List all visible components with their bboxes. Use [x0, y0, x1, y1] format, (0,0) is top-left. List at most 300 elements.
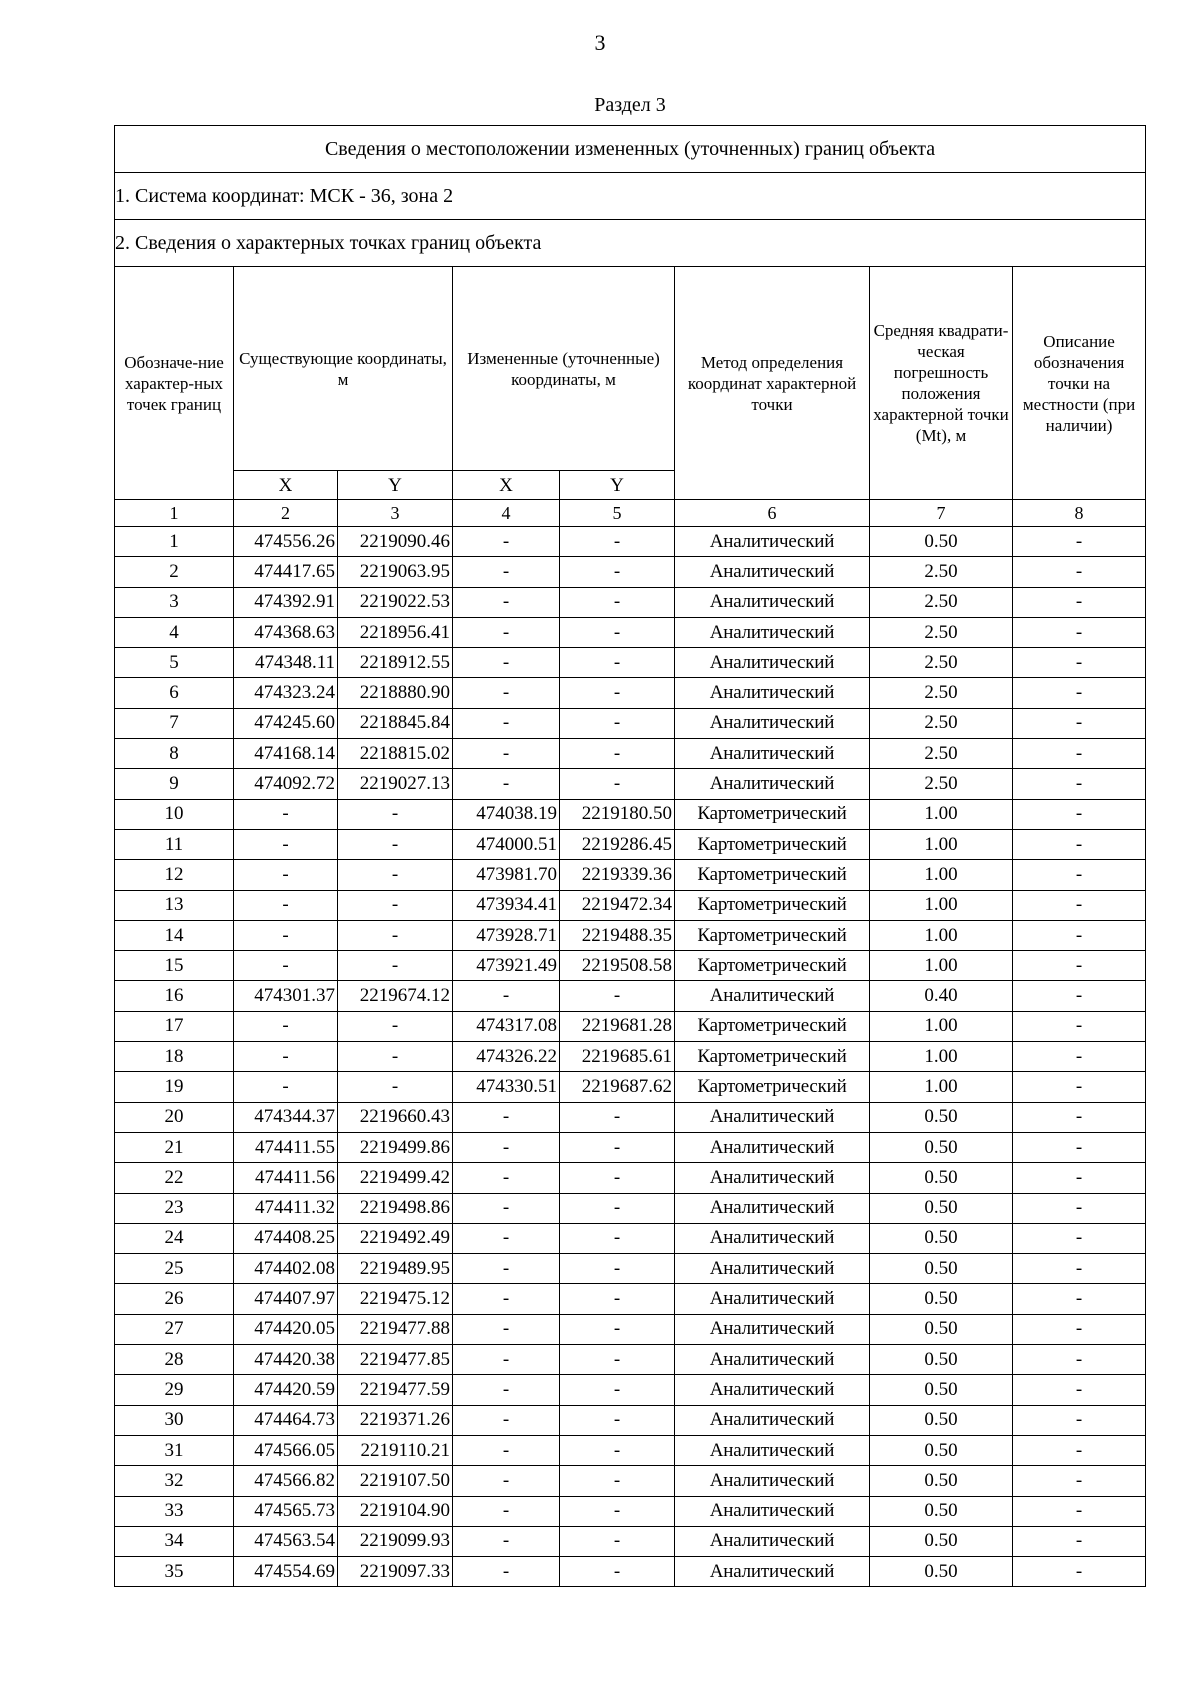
table-row — [115, 769, 1146, 799]
changed-x-cell: 473921.49 — [453, 951, 560, 981]
method-cell: Аналитический — [675, 1163, 870, 1193]
column-number: 4 — [453, 500, 560, 527]
point-number-cell: 16 — [115, 981, 234, 1011]
changed-y-cell: - — [560, 1102, 675, 1132]
column-number: 1 — [115, 500, 234, 527]
method-cell: Аналитический — [675, 1375, 870, 1405]
existing-y-cell: 2218912.55 — [338, 648, 453, 678]
existing-y-cell: 2219090.46 — [338, 527, 453, 557]
description-cell: - — [1013, 1193, 1146, 1223]
existing-y-cell: - — [338, 920, 453, 950]
changed-y-cell: - — [560, 1375, 675, 1405]
description-cell: - — [1013, 1132, 1146, 1162]
changed-x-cell: 474038.19 — [453, 799, 560, 829]
changed-x-cell: - — [453, 1223, 560, 1253]
error-cell: 1.00 — [870, 1042, 1013, 1072]
table-row — [115, 1163, 1146, 1193]
description-cell: - — [1013, 617, 1146, 647]
changed-y-cell: 2219339.36 — [560, 860, 675, 890]
changed-x-cell: - — [453, 1284, 560, 1314]
table-row — [115, 981, 1146, 1011]
column-number: 5 — [560, 500, 675, 527]
existing-x-cell: 474411.56 — [234, 1163, 338, 1193]
existing-x-cell: 474245.60 — [234, 708, 338, 738]
existing-x-cell: 474392.91 — [234, 587, 338, 617]
point-number-cell: 27 — [115, 1314, 234, 1344]
error-cell: 2.50 — [870, 648, 1013, 678]
table-row — [115, 1102, 1146, 1132]
error-cell: 1.00 — [870, 1011, 1013, 1041]
description-cell: - — [1013, 1314, 1146, 1344]
method-cell: Аналитический — [675, 1314, 870, 1344]
existing-x-cell: 474420.05 — [234, 1314, 338, 1344]
method-cell: Аналитический — [675, 648, 870, 678]
point-number-cell: 26 — [115, 1284, 234, 1314]
method-cell: Картометрический — [675, 829, 870, 859]
description-cell: - — [1013, 527, 1146, 557]
existing-x-cell: 474420.59 — [234, 1375, 338, 1405]
header-point: Обозначе-ние характер-ных точек границ — [115, 267, 234, 500]
existing-x-cell: 474323.24 — [234, 678, 338, 708]
point-number-cell: 33 — [115, 1496, 234, 1526]
description-cell: - — [1013, 739, 1146, 769]
existing-x-cell: - — [234, 860, 338, 890]
method-cell: Картометрический — [675, 799, 870, 829]
error-cell: 0.50 — [870, 1405, 1013, 1435]
table-row — [115, 1405, 1146, 1435]
changed-x-cell: 473934.41 — [453, 890, 560, 920]
table-row — [115, 1345, 1146, 1375]
existing-y-cell: 2218956.41 — [338, 617, 453, 647]
description-cell: - — [1013, 920, 1146, 950]
table-row — [115, 860, 1146, 890]
error-cell: 0.50 — [870, 1375, 1013, 1405]
point-number-cell: 4 — [115, 617, 234, 647]
table-row — [115, 1254, 1146, 1284]
existing-y-cell: - — [338, 860, 453, 890]
error-cell: 1.00 — [870, 1072, 1013, 1102]
existing-y-cell: - — [338, 1072, 453, 1102]
point-number-cell: 32 — [115, 1466, 234, 1496]
method-cell: Аналитический — [675, 587, 870, 617]
point-number-cell: 5 — [115, 648, 234, 678]
point-number-cell: 6 — [115, 678, 234, 708]
table-row — [115, 951, 1146, 981]
changed-y-cell: - — [560, 1223, 675, 1253]
changed-y-cell: - — [560, 739, 675, 769]
point-number-cell: 34 — [115, 1526, 234, 1556]
changed-x-cell: - — [453, 1375, 560, 1405]
changed-x-cell: - — [453, 1496, 560, 1526]
method-cell: Аналитический — [675, 1466, 870, 1496]
error-cell: 1.00 — [870, 829, 1013, 859]
method-cell: Аналитический — [675, 1102, 870, 1132]
description-cell: - — [1013, 1557, 1146, 1587]
changed-y-cell: - — [560, 1345, 675, 1375]
method-cell: Картометрический — [675, 1072, 870, 1102]
error-cell: 0.50 — [870, 1193, 1013, 1223]
method-cell: Аналитический — [675, 1284, 870, 1314]
method-cell: Аналитический — [675, 678, 870, 708]
table-row — [115, 1526, 1146, 1556]
method-cell: Аналитический — [675, 1254, 870, 1284]
changed-y-cell: 2219681.28 — [560, 1011, 675, 1041]
existing-y-cell: - — [338, 1011, 453, 1041]
existing-x-cell: 474301.37 — [234, 981, 338, 1011]
header-existing-x: X — [234, 471, 338, 500]
table-row — [115, 1042, 1146, 1072]
changed-x-cell: - — [453, 587, 560, 617]
existing-x-cell: 474566.05 — [234, 1435, 338, 1465]
changed-x-cell: 474326.22 — [453, 1042, 560, 1072]
changed-x-cell: 474330.51 — [453, 1072, 560, 1102]
changed-y-cell: - — [560, 1557, 675, 1587]
point-number-cell: 17 — [115, 1011, 234, 1041]
error-cell: 1.00 — [870, 920, 1013, 950]
changed-x-cell: - — [453, 1193, 560, 1223]
error-cell: 0.50 — [870, 1284, 1013, 1314]
existing-x-cell: - — [234, 1042, 338, 1072]
point-number-cell: 28 — [115, 1345, 234, 1375]
method-cell: Аналитический — [675, 1132, 870, 1162]
existing-y-cell: 2219498.86 — [338, 1193, 453, 1223]
description-cell: - — [1013, 860, 1146, 890]
existing-x-cell: 474554.69 — [234, 1557, 338, 1587]
description-cell: - — [1013, 1435, 1146, 1465]
changed-x-cell: - — [453, 648, 560, 678]
changed-y-cell: - — [560, 557, 675, 587]
description-cell: - — [1013, 1072, 1146, 1102]
column-number: 6 — [675, 500, 870, 527]
existing-y-cell: 2219022.53 — [338, 587, 453, 617]
changed-y-cell: - — [560, 587, 675, 617]
description-cell: - — [1013, 951, 1146, 981]
existing-y-cell: 2219371.26 — [338, 1405, 453, 1435]
point-number-cell: 10 — [115, 799, 234, 829]
point-number-cell: 8 — [115, 739, 234, 769]
table-row — [115, 587, 1146, 617]
changed-x-cell: - — [453, 1466, 560, 1496]
changed-y-cell: 2219687.62 — [560, 1072, 675, 1102]
description-cell: - — [1013, 1102, 1146, 1132]
point-number-cell: 29 — [115, 1375, 234, 1405]
table-row — [115, 1314, 1146, 1344]
table-row — [115, 829, 1146, 859]
changed-x-cell: - — [453, 739, 560, 769]
table-row — [115, 1223, 1146, 1253]
existing-y-cell: 2219099.93 — [338, 1526, 453, 1556]
changed-x-cell: - — [453, 1163, 560, 1193]
changed-y-cell: - — [560, 1496, 675, 1526]
table-row — [115, 799, 1146, 829]
point-number-cell: 25 — [115, 1254, 234, 1284]
header-existing-y: Y — [338, 471, 453, 500]
changed-y-cell: - — [560, 617, 675, 647]
column-number-row — [115, 500, 1146, 527]
existing-x-cell: 474556.26 — [234, 527, 338, 557]
existing-x-cell: - — [234, 1072, 338, 1102]
point-number-cell: 23 — [115, 1193, 234, 1223]
changed-y-cell: 2219488.35 — [560, 920, 675, 950]
point-number-cell: 14 — [115, 920, 234, 950]
method-cell: Аналитический — [675, 1557, 870, 1587]
point-number-cell: 35 — [115, 1557, 234, 1587]
point-number-cell: 11 — [115, 829, 234, 859]
existing-x-cell: 474407.97 — [234, 1284, 338, 1314]
existing-x-cell: 474092.72 — [234, 769, 338, 799]
method-cell: Картометрический — [675, 1011, 870, 1041]
changed-x-cell: - — [453, 769, 560, 799]
table-row — [115, 1496, 1146, 1526]
description-cell: - — [1013, 769, 1146, 799]
point-number-cell: 13 — [115, 890, 234, 920]
error-cell: 2.50 — [870, 739, 1013, 769]
existing-y-cell: 2219107.50 — [338, 1466, 453, 1496]
header-changed-x: X — [453, 471, 560, 500]
point-number-cell: 1 — [115, 527, 234, 557]
existing-x-cell: 474344.37 — [234, 1102, 338, 1132]
method-cell: Аналитический — [675, 1405, 870, 1435]
existing-x-cell: 474411.55 — [234, 1132, 338, 1162]
existing-y-cell: 2219027.13 — [338, 769, 453, 799]
column-number: 2 — [234, 500, 338, 527]
existing-x-cell: - — [234, 920, 338, 950]
existing-y-cell: 2219674.12 — [338, 981, 453, 1011]
changed-y-cell: 2219472.34 — [560, 890, 675, 920]
point-number-cell: 12 — [115, 860, 234, 890]
existing-y-cell: 2219097.33 — [338, 1557, 453, 1587]
error-cell: 0.50 — [870, 527, 1013, 557]
error-cell: 2.50 — [870, 769, 1013, 799]
method-cell: Картометрический — [675, 1042, 870, 1072]
existing-x-cell: - — [234, 890, 338, 920]
error-cell: 0.50 — [870, 1163, 1013, 1193]
existing-x-cell: 474408.25 — [234, 1223, 338, 1253]
existing-x-cell: 474566.82 — [234, 1466, 338, 1496]
header-existing-coords: Существующие координаты, м — [234, 267, 453, 471]
changed-y-cell: - — [560, 1193, 675, 1223]
changed-y-cell: - — [560, 1526, 675, 1556]
error-cell: 2.50 — [870, 678, 1013, 708]
error-cell: 0.50 — [870, 1254, 1013, 1284]
existing-x-cell: 474464.73 — [234, 1405, 338, 1435]
error-cell: 0.50 — [870, 1526, 1013, 1556]
description-cell: - — [1013, 1163, 1146, 1193]
table-row — [115, 648, 1146, 678]
method-cell: Аналитический — [675, 1435, 870, 1465]
changed-x-cell: - — [453, 1435, 560, 1465]
point-number-cell: 24 — [115, 1223, 234, 1253]
method-cell: Аналитический — [675, 981, 870, 1011]
table-row — [115, 1284, 1146, 1314]
existing-y-cell: 2219499.42 — [338, 1163, 453, 1193]
method-cell: Аналитический — [675, 769, 870, 799]
description-cell: - — [1013, 1223, 1146, 1253]
header-description: Описание обозначения точки на местности (при наличии) — [1013, 267, 1146, 500]
existing-y-cell: 2219104.90 — [338, 1496, 453, 1526]
changed-y-cell: - — [560, 1254, 675, 1284]
description-cell: - — [1013, 557, 1146, 587]
description-cell: - — [1013, 1375, 1146, 1405]
point-number-cell: 22 — [115, 1163, 234, 1193]
table-row — [115, 557, 1146, 587]
changed-x-cell: - — [453, 557, 560, 587]
page-number: 3 — [594, 30, 606, 55]
points-heading: 2. Сведения о характерных точках границ объекта — [115, 220, 1146, 267]
changed-x-cell: - — [453, 527, 560, 557]
description-cell: - — [1013, 1042, 1146, 1072]
description-cell: - — [1013, 890, 1146, 920]
existing-x-cell: 474368.63 — [234, 617, 338, 647]
header-method: Метод определения координат характерной точки — [675, 267, 870, 500]
description-cell: - — [1013, 1526, 1146, 1556]
existing-x-cell: 474417.65 — [234, 557, 338, 587]
method-cell: Аналитический — [675, 1193, 870, 1223]
changed-y-cell: 2219508.58 — [560, 951, 675, 981]
point-number-cell: 21 — [115, 1132, 234, 1162]
existing-y-cell: 2218845.84 — [338, 708, 453, 738]
changed-y-cell: - — [560, 981, 675, 1011]
existing-x-cell: 474563.54 — [234, 1526, 338, 1556]
column-number: 3 — [338, 500, 453, 527]
changed-y-cell: - — [560, 648, 675, 678]
description-cell: - — [1013, 1345, 1146, 1375]
point-number-cell: 9 — [115, 769, 234, 799]
existing-x-cell: - — [234, 951, 338, 981]
description-cell: - — [1013, 678, 1146, 708]
changed-y-cell: - — [560, 527, 675, 557]
table-row — [115, 678, 1146, 708]
error-cell: 2.50 — [870, 557, 1013, 587]
description-cell: - — [1013, 587, 1146, 617]
existing-x-cell: - — [234, 1011, 338, 1041]
table-row — [115, 1557, 1146, 1587]
error-cell: 0.50 — [870, 1557, 1013, 1587]
error-cell: 0.50 — [870, 1223, 1013, 1253]
existing-y-cell: 2218880.90 — [338, 678, 453, 708]
error-cell: 2.50 — [870, 617, 1013, 647]
error-cell: 0.50 — [870, 1314, 1013, 1344]
changed-x-cell: 474000.51 — [453, 829, 560, 859]
changed-y-cell: - — [560, 1435, 675, 1465]
existing-y-cell: 2219110.21 — [338, 1435, 453, 1465]
table-title: Сведения о местоположении измененных (уточненных) границ объекта — [115, 126, 1146, 173]
error-cell: 2.50 — [870, 587, 1013, 617]
point-number-cell: 15 — [115, 951, 234, 981]
error-cell: 1.00 — [870, 951, 1013, 981]
table-row — [115, 1193, 1146, 1223]
table-row — [115, 1011, 1146, 1041]
section-label: Раздел 3 — [594, 94, 666, 116]
existing-y-cell: 2219477.59 — [338, 1375, 453, 1405]
existing-y-cell: 2218815.02 — [338, 739, 453, 769]
method-cell: Картометрический — [675, 920, 870, 950]
description-cell: - — [1013, 648, 1146, 678]
column-number: 8 — [1013, 500, 1146, 527]
method-cell: Аналитический — [675, 708, 870, 738]
changed-x-cell: - — [453, 708, 560, 738]
existing-y-cell: - — [338, 829, 453, 859]
existing-y-cell: 2219660.43 — [338, 1102, 453, 1132]
method-cell: Аналитический — [675, 1496, 870, 1526]
changed-x-cell: - — [453, 1405, 560, 1435]
changed-y-cell: - — [560, 1405, 675, 1435]
changed-x-cell: - — [453, 981, 560, 1011]
changed-x-cell: - — [453, 1102, 560, 1132]
method-cell: Аналитический — [675, 557, 870, 587]
changed-y-cell: 2219286.45 — [560, 829, 675, 859]
method-cell: Аналитический — [675, 1526, 870, 1556]
point-number-cell: 3 — [115, 587, 234, 617]
existing-x-cell: - — [234, 829, 338, 859]
description-cell: - — [1013, 829, 1146, 859]
description-cell: - — [1013, 708, 1146, 738]
changed-x-cell: - — [453, 1132, 560, 1162]
table-row — [115, 920, 1146, 950]
description-cell: - — [1013, 1284, 1146, 1314]
description-cell: - — [1013, 1405, 1146, 1435]
table-row — [115, 527, 1146, 557]
description-cell: - — [1013, 981, 1146, 1011]
existing-y-cell: 2219499.86 — [338, 1132, 453, 1162]
existing-x-cell: 474411.32 — [234, 1193, 338, 1223]
existing-y-cell: - — [338, 1042, 453, 1072]
changed-y-cell: - — [560, 1314, 675, 1344]
changed-y-cell: - — [560, 708, 675, 738]
table-row — [115, 890, 1146, 920]
description-cell: - — [1013, 799, 1146, 829]
changed-x-cell: - — [453, 1314, 560, 1344]
point-number-cell: 7 — [115, 708, 234, 738]
table-row — [115, 708, 1146, 738]
existing-y-cell: 2219477.85 — [338, 1345, 453, 1375]
description-cell: - — [1013, 1254, 1146, 1284]
method-cell: Картометрический — [675, 890, 870, 920]
error-cell: 0.40 — [870, 981, 1013, 1011]
point-number-cell: 2 — [115, 557, 234, 587]
existing-x-cell: - — [234, 799, 338, 829]
changed-y-cell: - — [560, 769, 675, 799]
column-number: 7 — [870, 500, 1013, 527]
description-cell: - — [1013, 1011, 1146, 1041]
method-cell: Аналитический — [675, 1223, 870, 1253]
header-error: Средняя квадрати-ческая погрешность положения характерной точки (Mt), м — [870, 267, 1013, 500]
error-cell: 0.50 — [870, 1345, 1013, 1375]
existing-x-cell: 474420.38 — [234, 1345, 338, 1375]
changed-y-cell: - — [560, 1466, 675, 1496]
changed-y-cell: - — [560, 678, 675, 708]
method-cell: Аналитический — [675, 739, 870, 769]
existing-y-cell: - — [338, 890, 453, 920]
method-cell: Аналитический — [675, 617, 870, 647]
changed-x-cell: 474317.08 — [453, 1011, 560, 1041]
existing-x-cell: 474565.73 — [234, 1496, 338, 1526]
changed-y-cell: - — [560, 1132, 675, 1162]
error-cell: 1.00 — [870, 799, 1013, 829]
method-cell: Картометрический — [675, 860, 870, 890]
existing-y-cell: - — [338, 799, 453, 829]
table-row — [115, 1072, 1146, 1102]
boundary-points-table — [114, 125, 1146, 1587]
table-row — [115, 1466, 1146, 1496]
changed-x-cell: - — [453, 617, 560, 647]
point-number-cell: 31 — [115, 1435, 234, 1465]
error-cell: 0.50 — [870, 1132, 1013, 1162]
table-row — [115, 1375, 1146, 1405]
existing-x-cell: 474168.14 — [234, 739, 338, 769]
changed-x-cell: - — [453, 1254, 560, 1284]
existing-x-cell: 474402.08 — [234, 1254, 338, 1284]
